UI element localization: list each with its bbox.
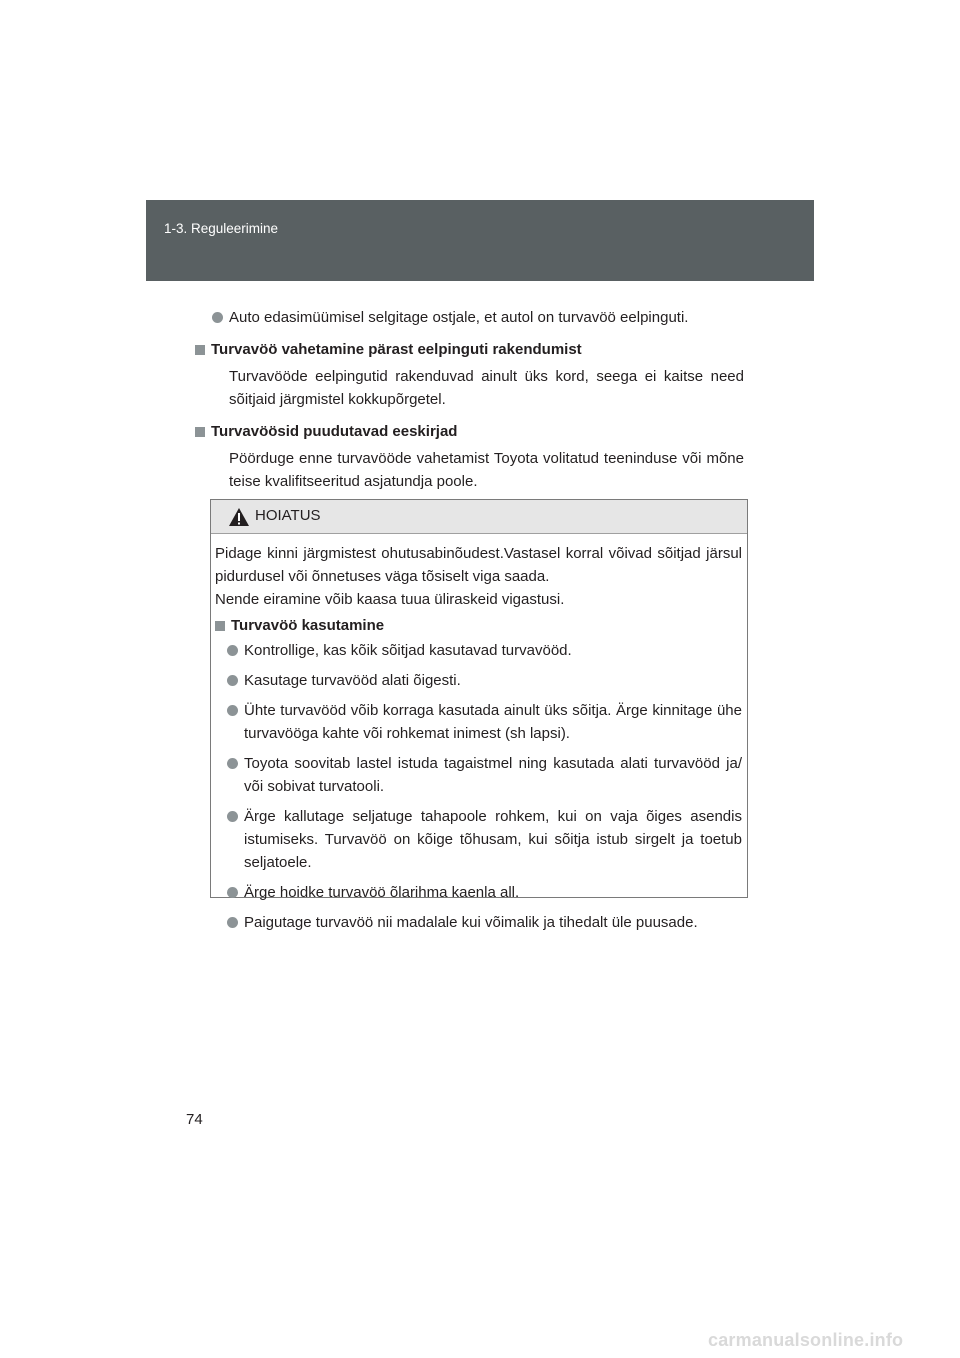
- warning-body: [211, 534, 747, 934]
- bullet-dot-icon: [227, 758, 238, 769]
- bullet-dot-icon: [212, 312, 223, 323]
- warning-subheading-text: Turvavöö kasutamine: [231, 617, 385, 634]
- section-title: 1-3. Reguleerimine: [164, 221, 279, 236]
- list-item-text: Ärge kallutage seljatuge tahapoole rohkem, kui on vaja õiges asendis istumiseks. Turvavöö on kõige tõhusam, kui sõitja istub sirgelt ja toetub seljatoele.: [244, 808, 742, 871]
- list-item: [227, 752, 742, 798]
- warning-subheading: [215, 614, 742, 637]
- section-heading-text: Turvavöö vahetamine pärast eelpinguti rakendumist: [211, 341, 582, 358]
- warning-triangle-icon: [228, 507, 250, 527]
- section-paragraph-2: Pöörduge enne turvavööde vahetamist Toyota volitatud teeninduse või mõne teise kvalifitseeritud asjatundja poole.: [229, 450, 744, 490]
- section-header-band: [146, 200, 814, 281]
- list-item: [227, 805, 742, 874]
- list-item-text: Toyota soovitab lastel istuda tagaistmel ning kasutada alati turvavööd ja/ või sobivat turvatooli.: [244, 755, 742, 795]
- page-number: 74: [186, 1111, 203, 1128]
- section-heading-2: [195, 420, 744, 443]
- list-item: [227, 881, 742, 904]
- warning-items: [227, 639, 742, 934]
- list-item: [227, 669, 742, 692]
- list-item-text: Kontrollige, kas kõik sõitjad kasutavad turvavööd.: [244, 642, 572, 659]
- list-item-text: Ärge hoidke turvavöö õlarihma kaenla all.: [244, 884, 520, 901]
- intro-bullet-text: Auto edasimüümisel selgitage ostjale, et autol on turvavöö eelpinguti.: [229, 309, 689, 326]
- bullet-dot-icon: [227, 645, 238, 656]
- intro-bullet: [212, 306, 744, 329]
- bullet-dot-icon: [227, 917, 238, 928]
- section-paragraph-1: Turvavööde eelpingutid rakenduvad ainult üks kord, seega ei kaitse need sõitjaid järgmistel kokkupõrgetel.: [229, 368, 744, 408]
- main-content: [212, 306, 744, 493]
- list-item: [227, 911, 742, 934]
- section-heading-1: [195, 338, 744, 361]
- warning-box: [210, 499, 748, 931]
- list-item: [227, 639, 742, 662]
- bullet-dot-icon: [227, 811, 238, 822]
- list-item-text: Ühte turvavööd võib korraga kasutada ainult üks sõitja. Ärge kinnitage ühe turvavööga kahte või rohkemat inimest (sh lapsi).: [244, 702, 742, 742]
- square-bullet-icon: [215, 621, 225, 631]
- list-item-text: Kasutage turvavööd alati õigesti.: [244, 672, 461, 689]
- watermark: carmanualsonline.info: [708, 1330, 904, 1350]
- bullet-dot-icon: [227, 675, 238, 686]
- square-bullet-icon: [195, 345, 205, 355]
- warning-title: HOIATUS: [255, 507, 321, 524]
- warning-intro-line1: Pidage kinni järgmistest ohutusabinõudest.Vastasel korral võivad sõitjad järsul pidurdusel või õnnetuses väga tõsiselt viga saada.: [215, 545, 742, 585]
- bullet-dot-icon: [227, 887, 238, 898]
- section-heading-text: Turvavöösid puudutavad eeskirjad: [211, 423, 458, 440]
- square-bullet-icon: [195, 427, 205, 437]
- warning-intro: [215, 542, 742, 611]
- warning-intro-line2: Nende eiramine võib kaasa tuua üliraskeid vigastusi.: [215, 591, 565, 608]
- warning-header: [211, 500, 747, 534]
- bullet-dot-icon: [227, 705, 238, 716]
- list-item: [227, 699, 742, 745]
- list-item-text: Paigutage turvavöö nii madalale kui võimalik ja tihedalt üle puusade.: [244, 914, 698, 931]
